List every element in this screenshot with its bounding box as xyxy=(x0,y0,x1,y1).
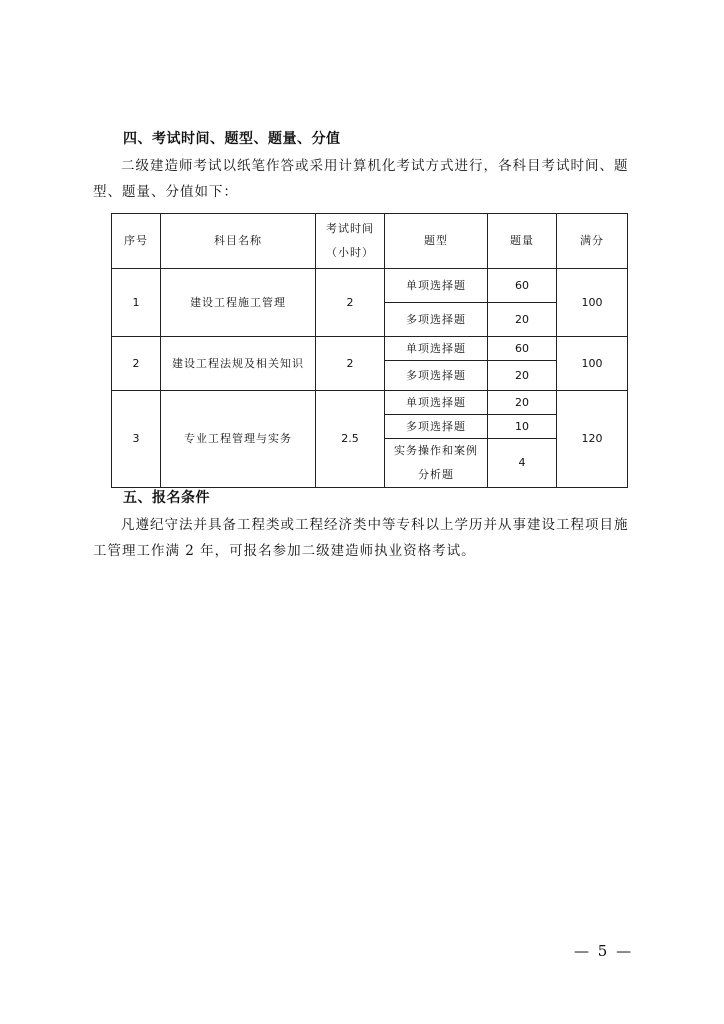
row-type: 多项选择题 xyxy=(385,415,488,439)
row-type-line1: 实务操作和案例 xyxy=(394,444,478,457)
row-time: 2.5 xyxy=(316,391,385,488)
row-subject: 建设工程法规及相关知识 xyxy=(161,337,316,391)
table-row xyxy=(112,337,628,361)
row-subject: 专业工程管理与实务 xyxy=(161,391,316,488)
table-row xyxy=(112,269,628,303)
row-count: 20 xyxy=(488,391,557,415)
page-number: — 5 — xyxy=(574,942,634,960)
row-full: 120 xyxy=(557,391,628,488)
row-full: 100 xyxy=(557,337,628,391)
row-type xyxy=(385,439,488,488)
table-row xyxy=(112,391,628,415)
header-count: 题量 xyxy=(488,214,557,269)
header-time-line2: （小时） xyxy=(326,246,374,259)
row-type: 多项选择题 xyxy=(385,361,488,391)
row-full: 100 xyxy=(557,269,628,337)
row-subject: 建设工程施工管理 xyxy=(161,269,316,337)
header-subject: 科目名称 xyxy=(161,214,316,269)
header-full: 满分 xyxy=(557,214,628,269)
row-type: 单项选择题 xyxy=(385,391,488,415)
row-count: 4 xyxy=(488,439,557,488)
header-time-line1: 考试时间 xyxy=(326,222,374,235)
header-index: 序号 xyxy=(112,214,161,269)
header-time xyxy=(316,214,385,269)
row-type: 单项选择题 xyxy=(385,337,488,361)
header-type: 题型 xyxy=(385,214,488,269)
section-5-heading: 五、报名条件 xyxy=(123,490,210,506)
row-count: 10 xyxy=(488,415,557,439)
row-index: 1 xyxy=(112,269,161,337)
section-4-heading: 四、考试时间、题型、题量、分值 xyxy=(123,131,341,147)
section-5-paragraph: 凡遵纪守法并具备工程类或工程经济类中等专科以上学历并从事建设工程项目施工管理工作满 2 年，可报名参加二级建造师执业资格考试。 xyxy=(93,517,629,559)
row-count: 60 xyxy=(488,269,557,303)
row-index: 3 xyxy=(112,391,161,488)
row-type: 单项选择题 xyxy=(385,269,488,303)
section-4-paragraph: 二级建造师考试以纸笔作答或采用计算机化考试方式进行，各科目考试时间、题型、题量、分值如下： xyxy=(93,158,629,200)
row-count: 20 xyxy=(488,303,557,337)
row-time: 2 xyxy=(316,269,385,337)
row-time: 2 xyxy=(316,337,385,391)
row-type-line2: 分析题 xyxy=(418,468,454,481)
exam-table xyxy=(111,213,628,488)
row-count: 20 xyxy=(488,361,557,391)
row-index: 2 xyxy=(112,337,161,391)
row-type: 多项选择题 xyxy=(385,303,488,337)
table-header-row xyxy=(112,214,628,269)
row-count: 60 xyxy=(488,337,557,361)
